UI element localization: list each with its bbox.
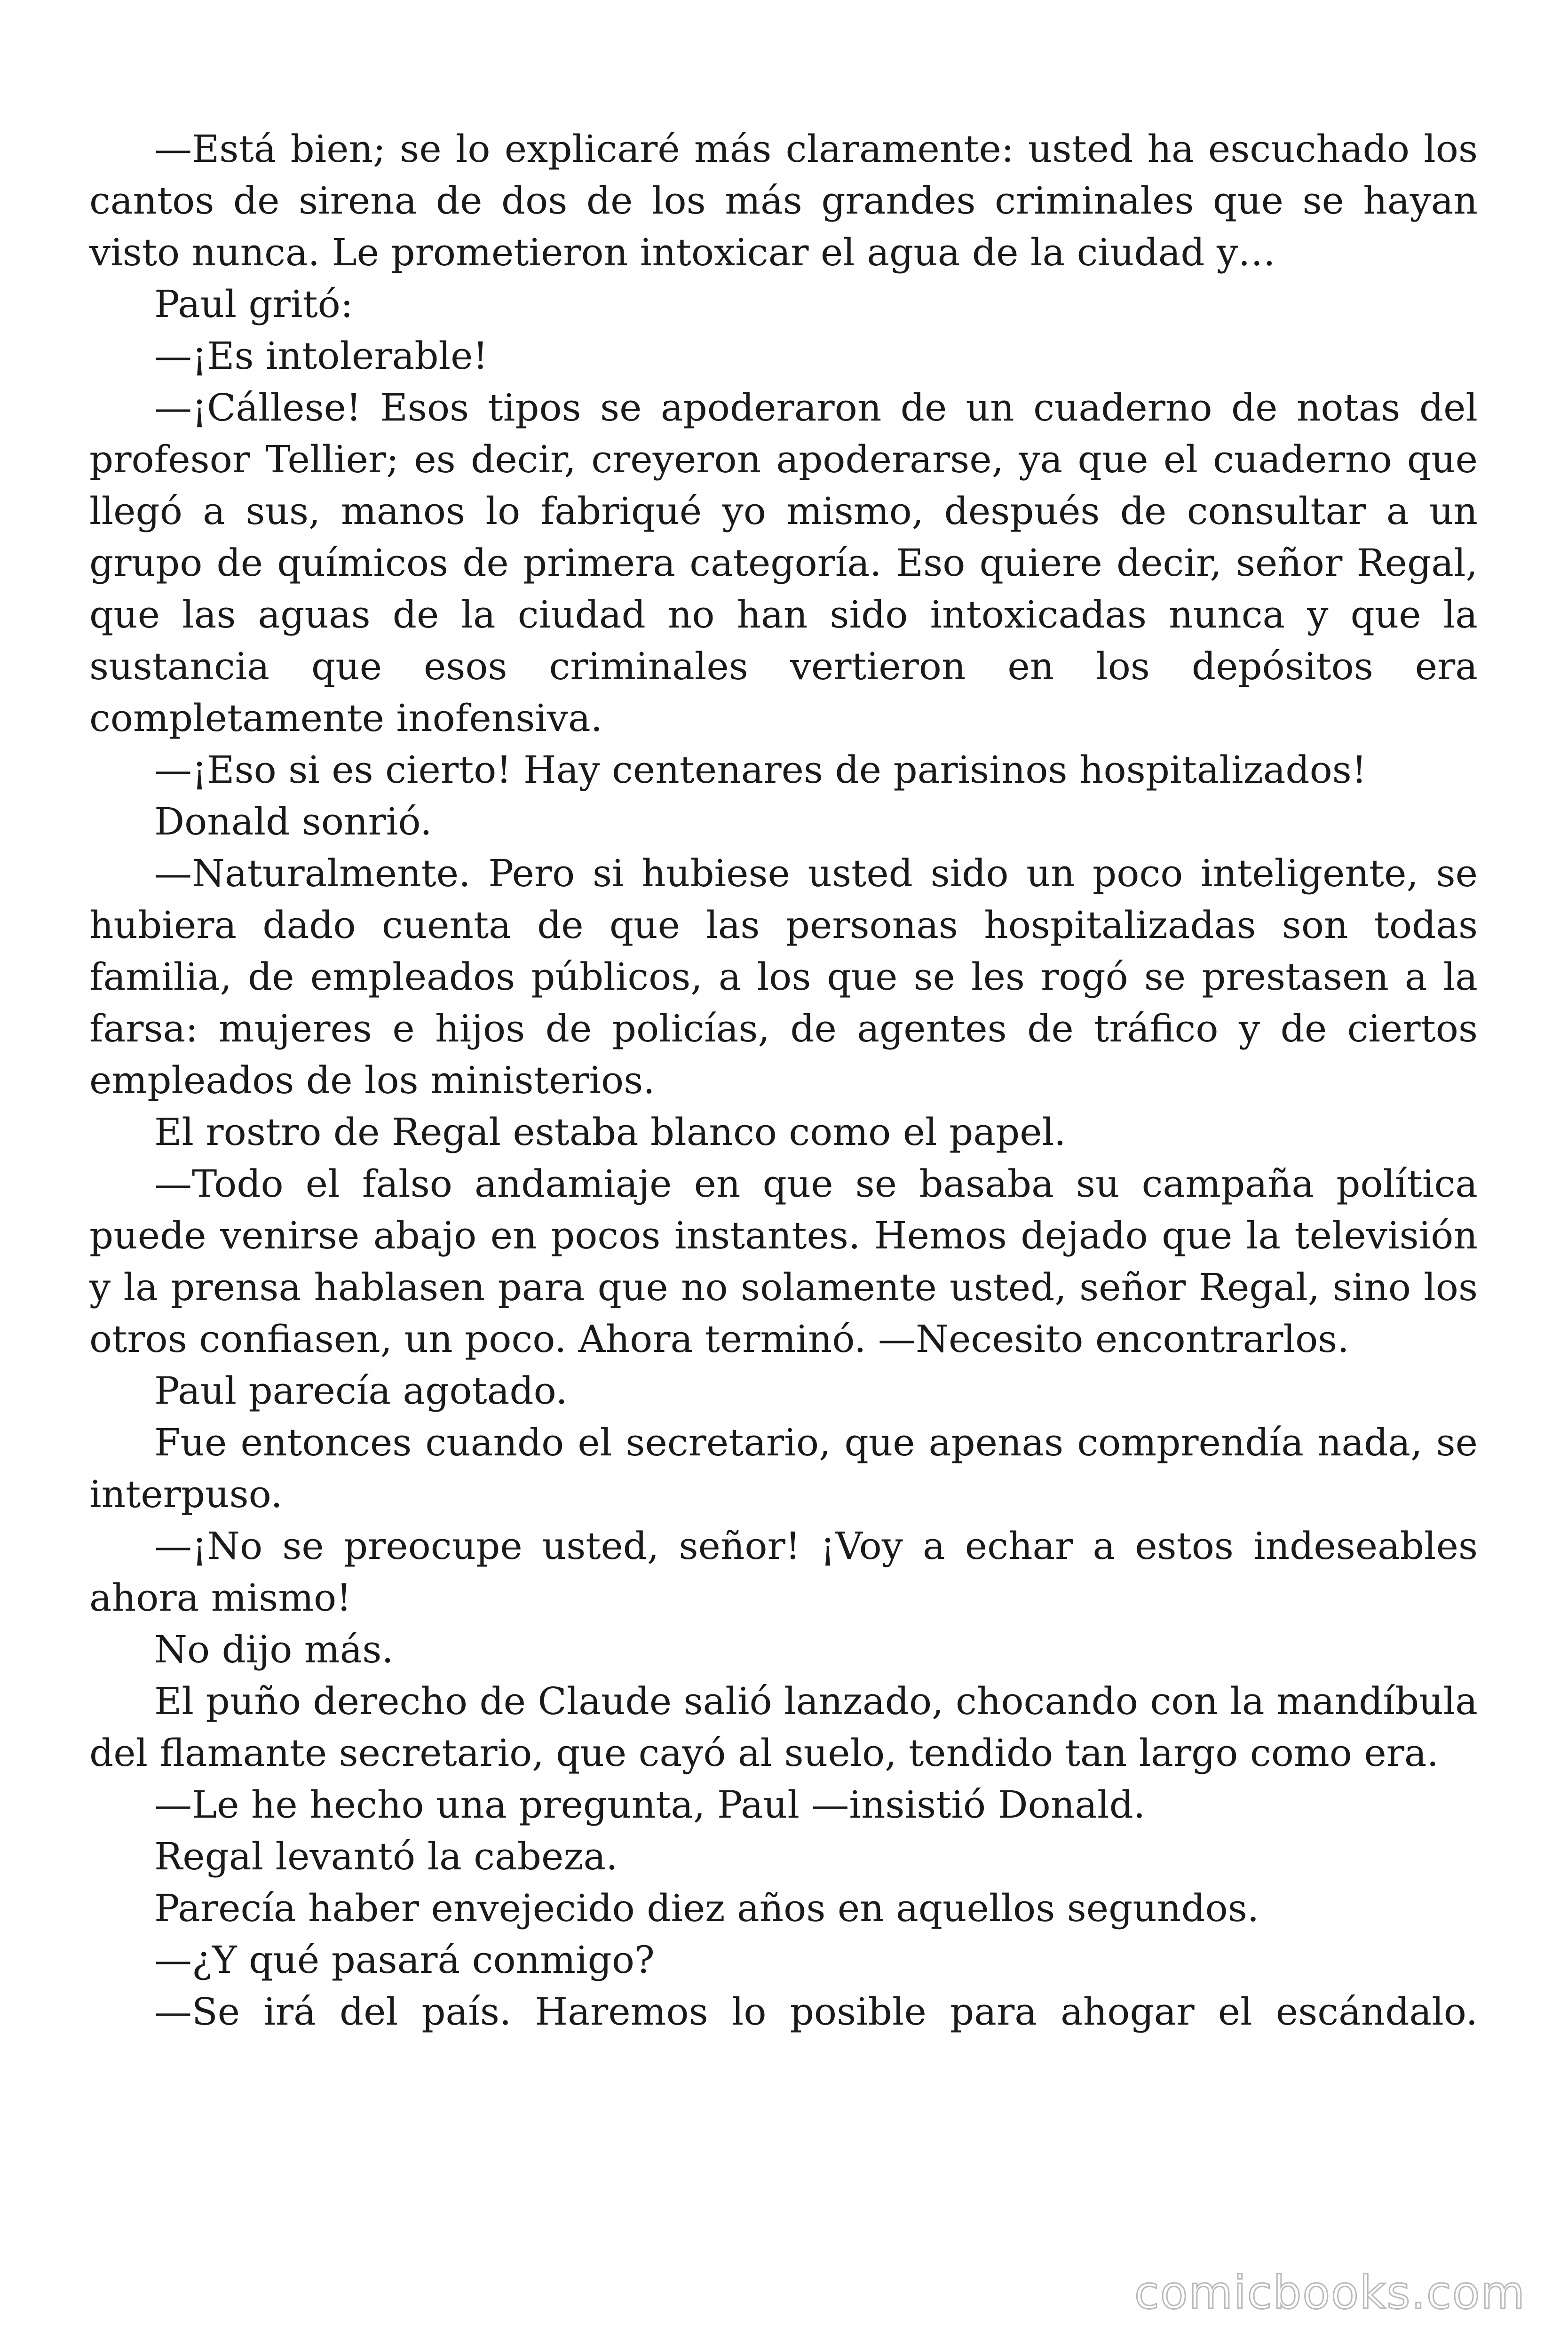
paragraph: Regal levantó la cabeza. [154,1835,618,1878]
watermark: comicbooks.com [1134,2266,1526,2319]
paragraph: Paul parecía agotado. [154,1369,568,1413]
paragraph: —¡Es intolerable! [154,334,488,378]
paragraph: Fue entonces cuando el secretario, que apenas comprendía nada, se interpuso. [89,1421,1478,1516]
paragraph: Paul gritó: [154,282,353,326]
paragraph: Donald sonrió. [154,800,432,843]
paragraph: —Naturalmente. Pero si hubiese usted sido un poco inteligente, se hubiera dado cuenta de que las personas hospitalizadas son todas familia, de empleados públicos, a los que se les rogó se prestasen a la farsa: mujeres e hijos de policías, de agentes de tráfico y de ciertos empleados de los ministerios. [89,851,1478,1102]
paragraph: —Está bien; se lo explicaré más claramente: usted ha escuchado los cantos de sirena de dos de los más grandes criminales que se hayan visto nunca. Le prometieron intoxicar el agua de la ciudad y… [89,127,1478,274]
page-text [89,123,1478,2038]
paragraph: Parecía haber envejecido diez años en aquellos segundos. [154,1886,1259,1930]
paragraph: No dijo más. [154,1628,394,1671]
paragraph: —¡Eso si es cierto! Hay centenares de parisinos hospitalizados! [154,748,1367,792]
paragraph: El puño derecho de Claude salió lanzado, chocando con la mandíbula del flamante secretario, que cayó al suelo, tendido tan largo como era. [89,1679,1478,1775]
paragraph: —¡Cállese! Esos tipos se apoderaron de un cuaderno de notas del profesor Tellier; es decir, creyeron apoderarse, ya que el cuaderno que llegó a sus, manos lo fabriqué yo mismo, después de consultar a un grupo de químicos de primera categoría. Eso quiere decir, señor Regal, que las aguas de la ciudad no han sido intoxicadas nunca y que la sustancia que esos criminales vertieron en los depósitos era completamente inofensiva. [89,386,1478,740]
paragraph: —Le he hecho una pregunta, Paul —insistió Donald. [154,1783,1146,1827]
paragraph: —¿Y qué pasará conmigo? [154,1938,655,1982]
paragraph: —¡No se preocupe usted, señor! ¡Voy a echar a estos indeseables ahora mismo! [89,1524,1478,1620]
paragraph: El rostro de Regal estaba blanco como el papel. [154,1110,1066,1154]
paragraph: —Todo el falso andamiaje en que se basaba su campaña política puede venirse abajo en pocos instantes. Hemos dejado que la televisión y la prensa hablasen para que no solamente usted, señor Regal, sino los otros confiasen, un poco. Ahora terminó. —Necesito encontrarlos. [89,1162,1478,1361]
paragraph: —Se irá del país. Haremos lo posible para ahogar el escándalo. [154,1990,1478,2034]
